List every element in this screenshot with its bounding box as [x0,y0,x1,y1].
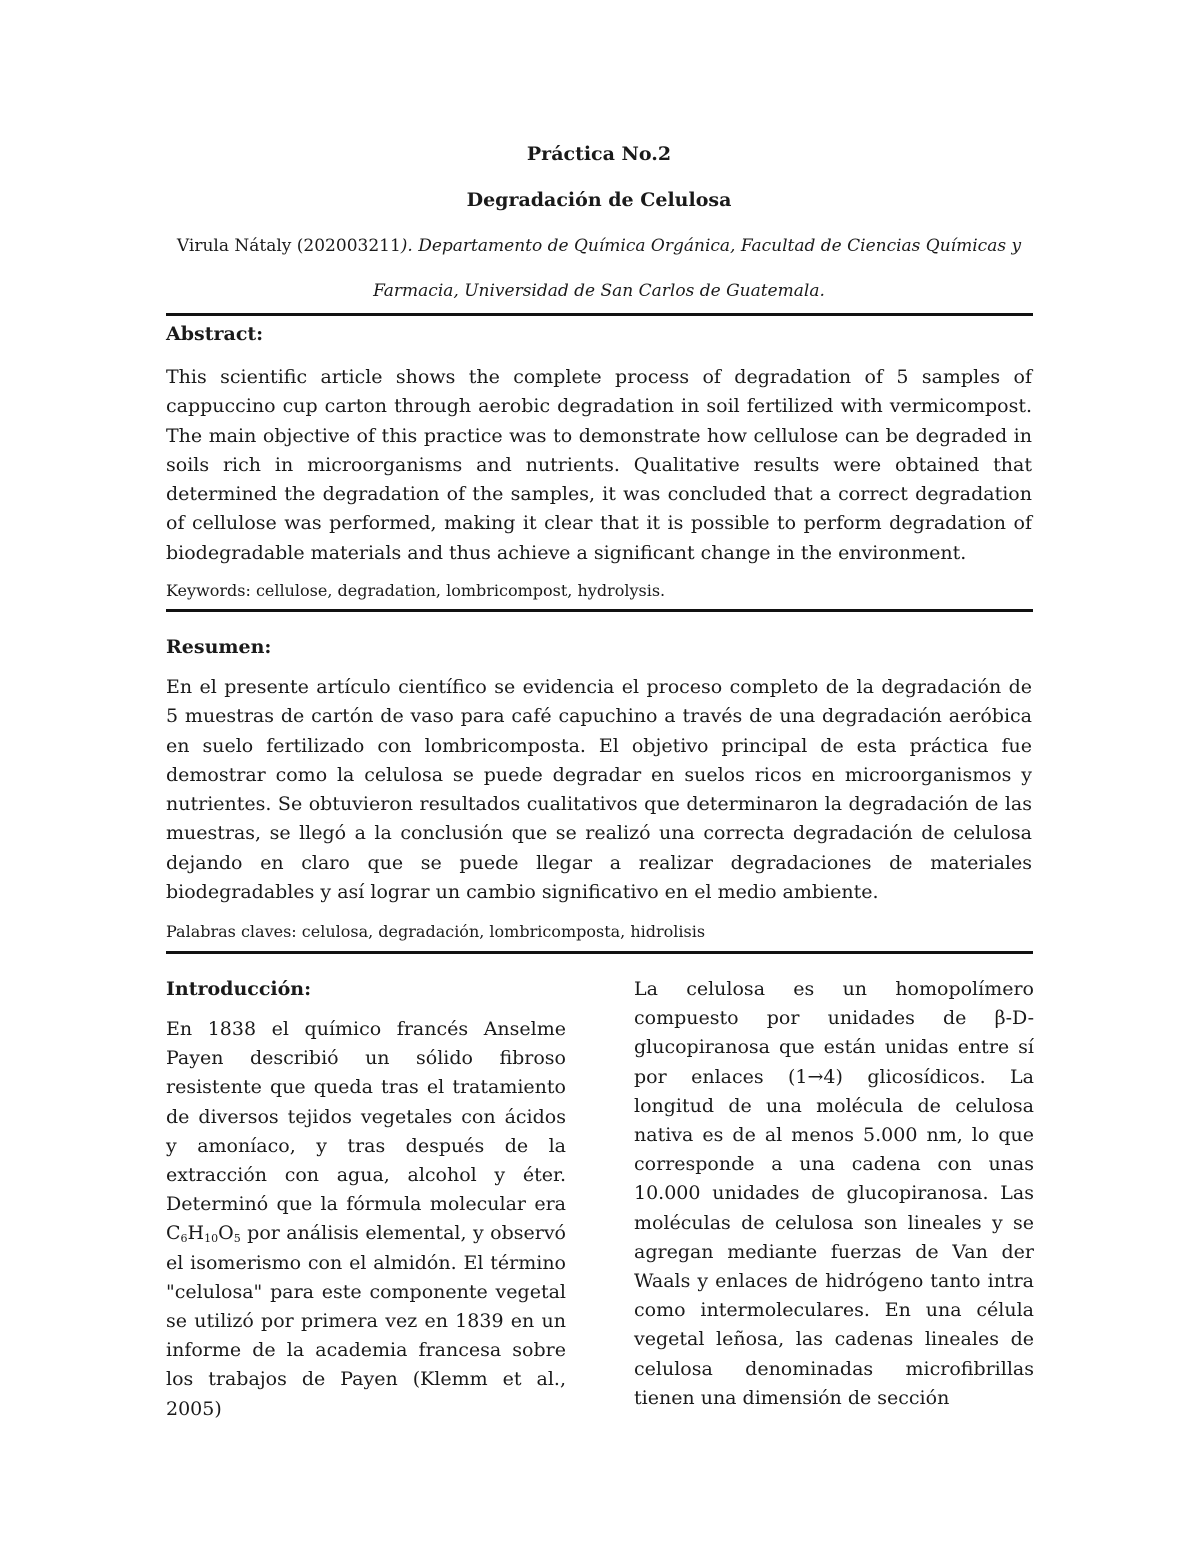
molecular-formula: $C_6H_{10}O_5$ [166,1222,241,1246]
cellulose-paragraph: La celulosa es un homopolímero compuesto por unidades de β-D-glucopiranosa que están unidas entre sí por enlaces (1→4) glicosídicos. La longitud de una molécula de celulosa nativa es de al menos 5.000 nm, lo que corresponde a una cadena con unas 10.000 unidades de glucopiranosa. Las moléculas de celulosa son lineales y se agregan mediante fuerzas de Van der Waals y enlaces de hidrógeno tanto intra como intermoleculares. En una célula vegetal leñosa, las cadenas lineales de celulosa denominadas microfibrillas tienen una dimensión de sección [634,978,1034,1409]
abstract-heading: Abstract: [166,323,264,345]
divider-rule [166,313,1033,316]
intro-heading: Introducción: [166,978,312,1000]
resumen-section [166,635,1032,943]
divider-rule [166,951,1033,954]
divider-rule [166,609,1033,612]
paper-title: Práctica No.2 [526,143,672,165]
intro-text-part-2: por análisis elemental, y observó el isomerismo con el almidón. El término "celulosa" para este componente vegetal se utilizó por primera vez en 1839 en un informe de la academia francesa sobre los trabajos de Payen (Klemm et al., 2005) [166,1222,566,1420]
resumen-text: En el presente artículo científico se evidencia el proceso completo de la degradación de 5 muestras de cartón de vaso para café capuchino a través de una degradación aeróbica en suelo fertilizado con lombricomposta. El objetivo principal de esta práctica fue demostrar como la celulosa se puede degradar en suelos ricos en microorganismos y nutrientes. Se obtuvieron resultados cualitativos que determinaron la degradación de las muestras, se llegó a la conclusión que se realizó una correcta degradación de celulosa dejando en claro que se puede llegar a realizar degradaciones de materiales biodegradables y así lograr un cambio significativo en el medio ambiente. [166,676,1032,904]
paper-subtitle: Degradación de Celulosa [466,189,732,211]
abstract-keywords: Keywords: cellulose, degradation, lombricompost, hydrolysis. [166,581,666,601]
intro-paragraph [166,1015,566,1424]
resumen-keywords: Palabras claves: celulosa, degradación, lombricomposta, hidrolisis [166,922,706,942]
author-name: Virula Nátaly (202003211 [176,236,401,256]
intro-left-column [166,975,566,1424]
intro-right-column [634,975,1034,1413]
resumen-heading: Resumen: [166,636,272,658]
affiliation-line-2: Farmacia, Universidad de San Carlos de Guatemala. [373,281,825,301]
author-affiliation [166,224,1032,314]
intro-text-part-1: En 1838 el químico francés Anselme Payen describió un sólido fibroso resistente que queda tras el tratamiento de diversos tejidos vegetales con ácidos y amoníaco, y tras después de la extracción con agua, alcohol y éter. Determinó que la fórmula molecular era [166,1018,566,1216]
paper-header [166,140,1032,314]
abstract-text: This scientific article shows the complete process of degradation of 5 samples of cappuccino cup carton through aerobic degradation in soil fertilized with vermicompost. The main objective of this practice was to demonstrate how cellulose can be degraded in soils rich in microorganisms and nutrients. Qualitative results were obtained that determined the degradation of the samples, it was concluded that a correct degradation of cellulose was performed, making it clear that it is possible to perform degradation of biodegradable materials and thus achieve a significant change in the environment. [166,366,1032,564]
abstract-section [166,322,1032,602]
affiliation-line-1: ). Departamento de Química Orgánica, Facultad de Ciencias Químicas y [400,236,1022,256]
